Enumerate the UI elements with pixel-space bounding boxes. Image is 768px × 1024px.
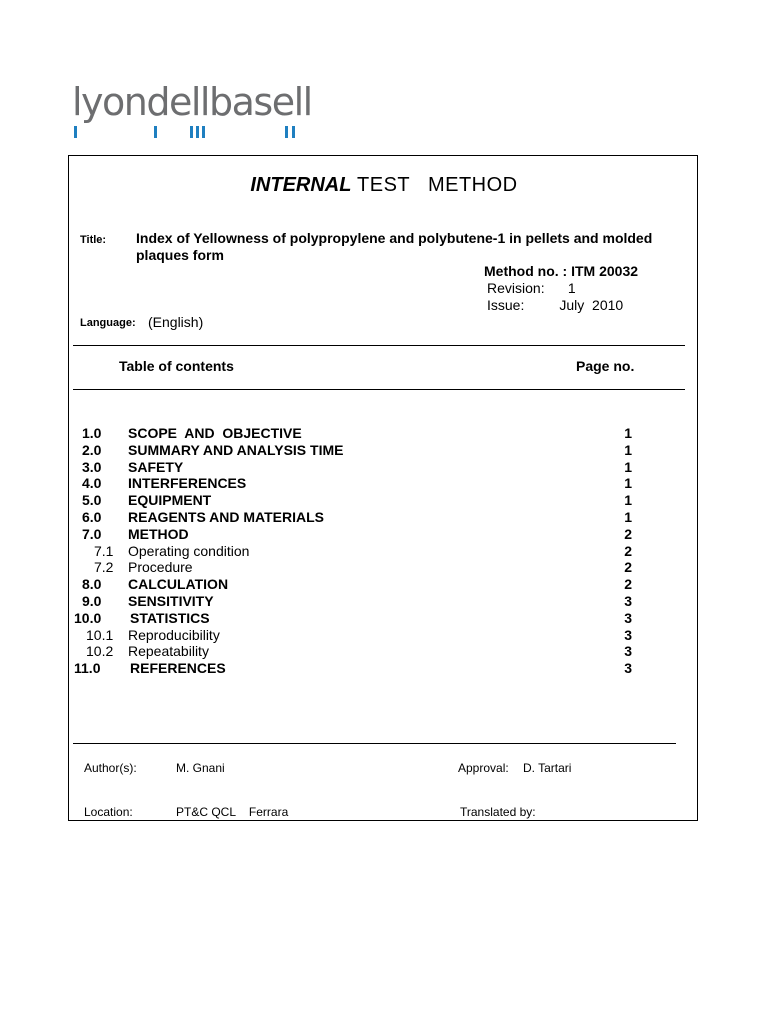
toc-entry-number: 7.1 [94,542,114,559]
language-label: Language: [80,317,136,329]
toc-entry-number: 7.0 [82,525,102,542]
toc-entry [72,593,632,610]
toc-entry-number: 6.0 [82,509,102,525]
toc-entry-page: 2 [624,559,632,576]
toc-entry-title: INTERFERENCES [128,475,247,492]
authors-value: M. Gnani [176,761,225,775]
toc-page-header: Page no. [576,358,635,374]
toc-entry-number: 4.0 [82,475,102,492]
toc-entry-title: Procedure [128,559,193,576]
toc-entry-page: 3 [624,593,632,609]
title-label: Title: [80,234,107,246]
toc-entry [72,660,632,677]
toc-entry [72,475,632,492]
toc-entry [72,492,632,509]
toc-entry-page: 1 [624,441,632,458]
company-logo [72,80,312,140]
toc-entry [72,459,632,476]
title-test-method: TEST METHOD [357,174,518,196]
toc-entry-number: 3.0 [82,458,102,475]
toc-entry-page: 3 [624,660,632,677]
method-number: Method no. : ITM 20032 [484,263,639,279]
toc-entry-title: SUMMARY AND ANALYSIS TIME [128,441,344,458]
toc-header: Table of contents [119,358,234,374]
toc-entry-title: Operating condition [128,542,250,559]
toc-entry-number: 1.0 [82,425,102,441]
logo-wordmark: lyondellbasell [72,80,312,124]
toc-entry-page: 2 [624,542,632,559]
toc-entry-title: STATISTICS [130,609,210,626]
approval-value: D. Tartari [523,761,572,775]
toc-entry [72,442,632,459]
toc-entry-page: 3 [624,626,632,643]
location-value: PT&C QCL Ferrara [176,805,289,819]
method-title: Index of Yellowness of polypropylene and polybutene-1 in pellets and molded plaques form [136,230,653,263]
toc-entry-title: Repeatability [128,643,209,660]
toc-entry-title: SAFETY [128,458,184,475]
toc-entry [72,526,632,543]
toc-entry-title: SCOPE AND OBJECTIVE [128,425,302,441]
toc-entry-title: EQUIPMENT [128,492,212,509]
toc-entry [72,576,632,593]
toc-entry-number: 2.0 [82,441,102,458]
translated-by-label: Translated by: [460,805,536,819]
toc-entry-number: 7.2 [94,559,114,576]
location-label: Location: [84,805,133,819]
toc-entry-page: 3 [624,609,632,626]
issue-date: Issue: July 2010 [487,297,624,313]
toc-entry-title: SENSITIVITY [128,593,214,609]
toc-entry-page: 1 [624,425,632,441]
approval-label: Approval: [458,761,509,775]
divider [73,345,685,346]
toc-entry [72,425,632,442]
language-value: (English) [148,314,204,330]
toc-entry-title: Reproducibility [128,626,220,643]
toc-entry-page: 3 [624,643,632,660]
toc-entry-page: 2 [624,525,632,542]
toc-entry-title: REFERENCES [130,660,226,677]
divider [73,743,676,744]
toc-entry-title: REAGENTS AND MATERIALS [128,509,324,525]
toc-entry [72,627,632,644]
authors-label: Author(s): [84,761,137,775]
document-title [0,174,768,197]
toc-entry [72,559,632,576]
revision: Revision: 1 [487,280,576,296]
toc-entry-page: 1 [624,492,632,509]
toc-entry-page: 1 [624,509,632,525]
toc-entry-number: 10.1 [86,626,114,643]
toc-entry [72,543,632,560]
toc-entry-number: 5.0 [82,492,102,509]
toc-entry-page: 2 [624,576,632,593]
toc-entry-number: 11.0 [74,660,101,677]
toc-entry-number: 10.0 [74,609,102,626]
toc-entry-number: 10.2 [86,643,114,660]
toc-entry-page: 1 [624,458,632,475]
toc-entry-number: 9.0 [82,593,102,609]
toc-entry-title: METHOD [128,525,189,542]
title-internal: INTERNAL [250,174,352,196]
logo-accent-bars [72,126,302,140]
toc-entry [72,610,632,627]
toc-entry [72,509,632,526]
toc-entry [72,643,632,660]
divider [73,389,685,390]
toc-entry-title: CALCULATION [128,576,229,593]
toc-entry-page: 1 [624,475,632,492]
toc-entry-number: 8.0 [82,576,102,593]
